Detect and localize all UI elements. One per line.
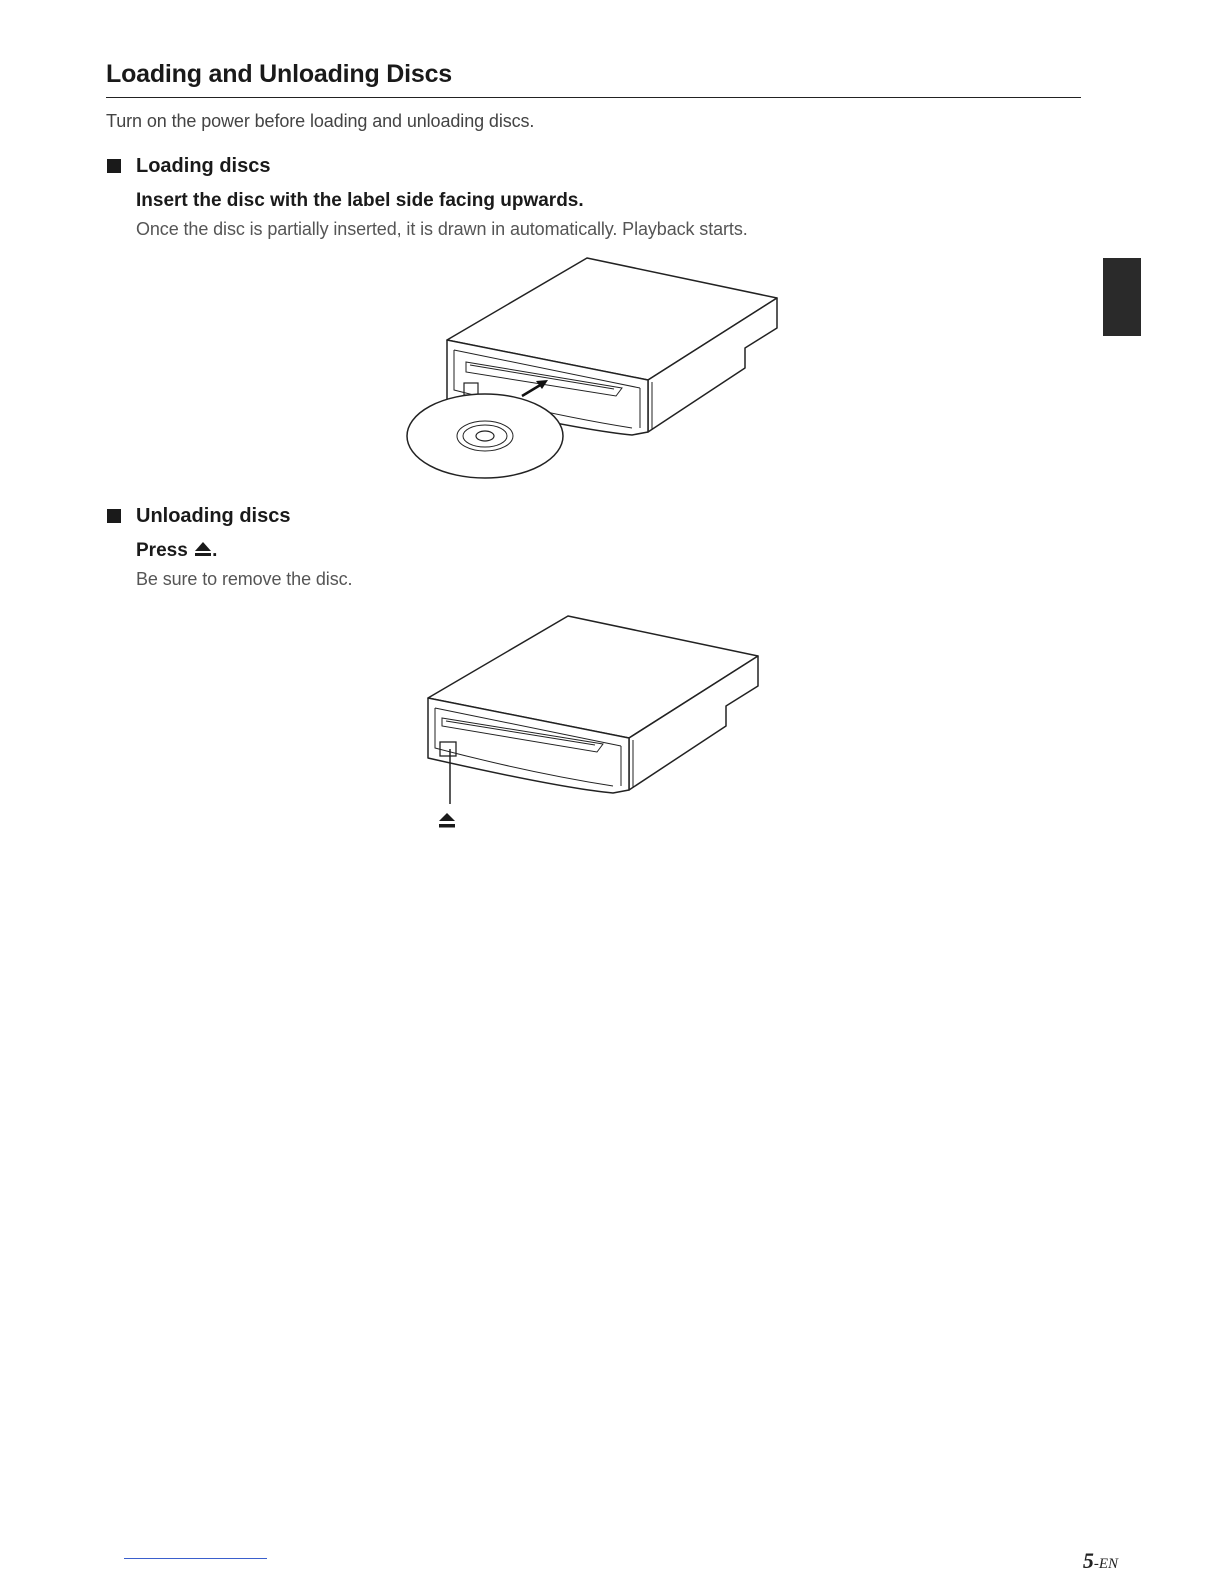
- eject-callout-icon: [439, 813, 455, 828]
- loading-description: Once the disc is partially inserted, it is drawn in automatically. Playback starts.: [136, 219, 748, 239]
- unloading-step-suffix: .: [212, 540, 218, 561]
- intro-text: Turn on the power before loading and unloading discs.: [106, 111, 535, 131]
- square-bullet-icon: [107, 509, 121, 523]
- disc: [407, 394, 563, 478]
- unloading-disc-illustration: [420, 608, 770, 838]
- loading-heading: Loading discs: [136, 155, 271, 177]
- page-number-value: 5: [1082, 1548, 1094, 1573]
- loading-step: Insert the disc with the label side facing upwards.: [136, 190, 584, 211]
- page-title: Loading and Unloading Discs: [106, 60, 453, 88]
- unloading-step: [136, 540, 217, 562]
- footer-rule: [124, 1558, 267, 1559]
- title-underline: [106, 97, 1081, 98]
- page-number-suffix: -EN: [1093, 1556, 1118, 1572]
- unloading-description: Be sure to remove the disc.: [136, 569, 353, 589]
- eject-icon: [194, 541, 212, 557]
- section-thumb-tab: [1103, 258, 1141, 336]
- page-number: [1083, 1548, 1118, 1574]
- loading-disc-illustration: [400, 250, 790, 490]
- square-bullet-icon: [107, 159, 121, 173]
- unloading-step-prefix: Press: [136, 540, 188, 561]
- unloading-heading: Unloading discs: [136, 505, 291, 527]
